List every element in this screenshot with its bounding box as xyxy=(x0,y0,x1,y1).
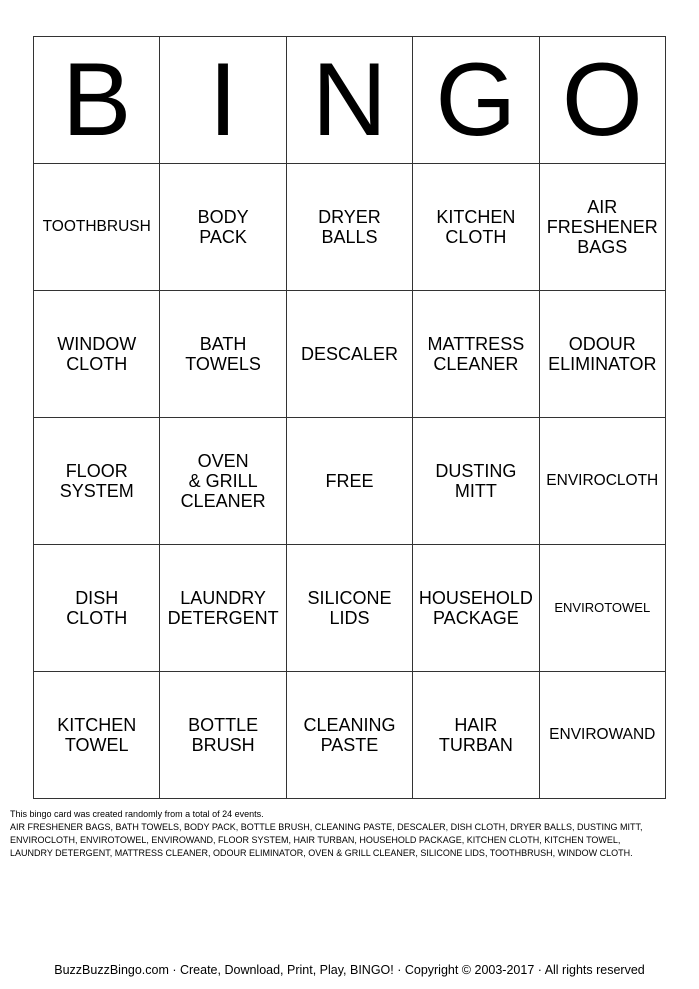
bingo-cell: OVEN & GRILL CLEANER xyxy=(160,418,286,545)
bingo-cell: BOTTLE BRUSH xyxy=(160,672,286,799)
info-summary: This bingo card was created randomly from a total of 24 events. xyxy=(10,809,264,819)
bingo-cell: DRYER BALLS xyxy=(286,164,412,291)
free-cell: FREE xyxy=(286,418,412,545)
bingo-row xyxy=(34,291,666,418)
bingo-cell: KITCHEN CLOTH xyxy=(413,164,539,291)
card-info xyxy=(10,808,695,860)
bingo-cell: FLOOR SYSTEM xyxy=(34,418,160,545)
bingo-cell: SILICONE LIDS xyxy=(286,545,412,672)
header-letter: G xyxy=(413,37,539,164)
bingo-cell: BODY PACK xyxy=(160,164,286,291)
bingo-cell: DUSTING MITT xyxy=(413,418,539,545)
bingo-cell: LAUNDRY DETERGENT xyxy=(160,545,286,672)
bingo-cell: ENVIROWAND xyxy=(539,672,665,799)
bingo-cell: CLEANING PASTE xyxy=(286,672,412,799)
header-letter: B xyxy=(34,37,160,164)
bingo-cell: DISH CLOTH xyxy=(34,545,160,672)
header-letter: N xyxy=(286,37,412,164)
info-events-list: LAUNDRY DETERGENT, MATTRESS CLEANER, ODOUR ELIMINATOR, OVEN & GRILL CLEANER, SILICONE LIDS, TOOTHBRUSH, WINDOW CLOTH. xyxy=(10,848,633,858)
bingo-cell: ODOUR ELIMINATOR xyxy=(539,291,665,418)
bingo-row xyxy=(34,164,666,291)
bingo-cell: HAIR TURBAN xyxy=(413,672,539,799)
header-letter: I xyxy=(160,37,286,164)
bingo-cell: ENVIROCLOTH xyxy=(539,418,665,545)
bingo-header-row xyxy=(34,37,666,164)
bingo-cell: AIR FRESHENER BAGS xyxy=(539,164,665,291)
bingo-cell: KITCHEN TOWEL xyxy=(34,672,160,799)
bingo-cell: TOOTHBRUSH xyxy=(34,164,160,291)
bingo-card xyxy=(33,36,666,799)
info-events-list: ENVIROCLOTH, ENVIROTOWEL, ENVIROWAND, FLOOR SYSTEM, HAIR TURBAN, HOUSEHOLD PACKAGE, KITCHEN CLOTH, KITCHEN TOWEL, xyxy=(10,835,621,845)
bingo-row xyxy=(34,545,666,672)
bingo-cell: BATH TOWELS xyxy=(160,291,286,418)
header-letter: O xyxy=(539,37,665,164)
footer-copyright: BuzzBuzzBingo.com · Create, Download, Print, Play, BINGO! · Copyright © 2003-2017 · All rights reserved xyxy=(54,963,645,977)
bingo-row xyxy=(34,672,666,799)
bingo-cell: MATTRESS CLEANER xyxy=(413,291,539,418)
bingo-cell: ENVIROTOWEL xyxy=(539,545,665,672)
bingo-cell: WINDOW CLOTH xyxy=(34,291,160,418)
bingo-row xyxy=(34,418,666,545)
info-events-list: AIR FRESHENER BAGS, BATH TOWELS, BODY PACK, BOTTLE BRUSH, CLEANING PASTE, DESCALER, DISH CLOTH, DRYER BALLS, DUSTING MITT, xyxy=(10,822,643,832)
bingo-cell: DESCALER xyxy=(286,291,412,418)
bingo-cell: HOUSEHOLD PACKAGE xyxy=(413,545,539,672)
